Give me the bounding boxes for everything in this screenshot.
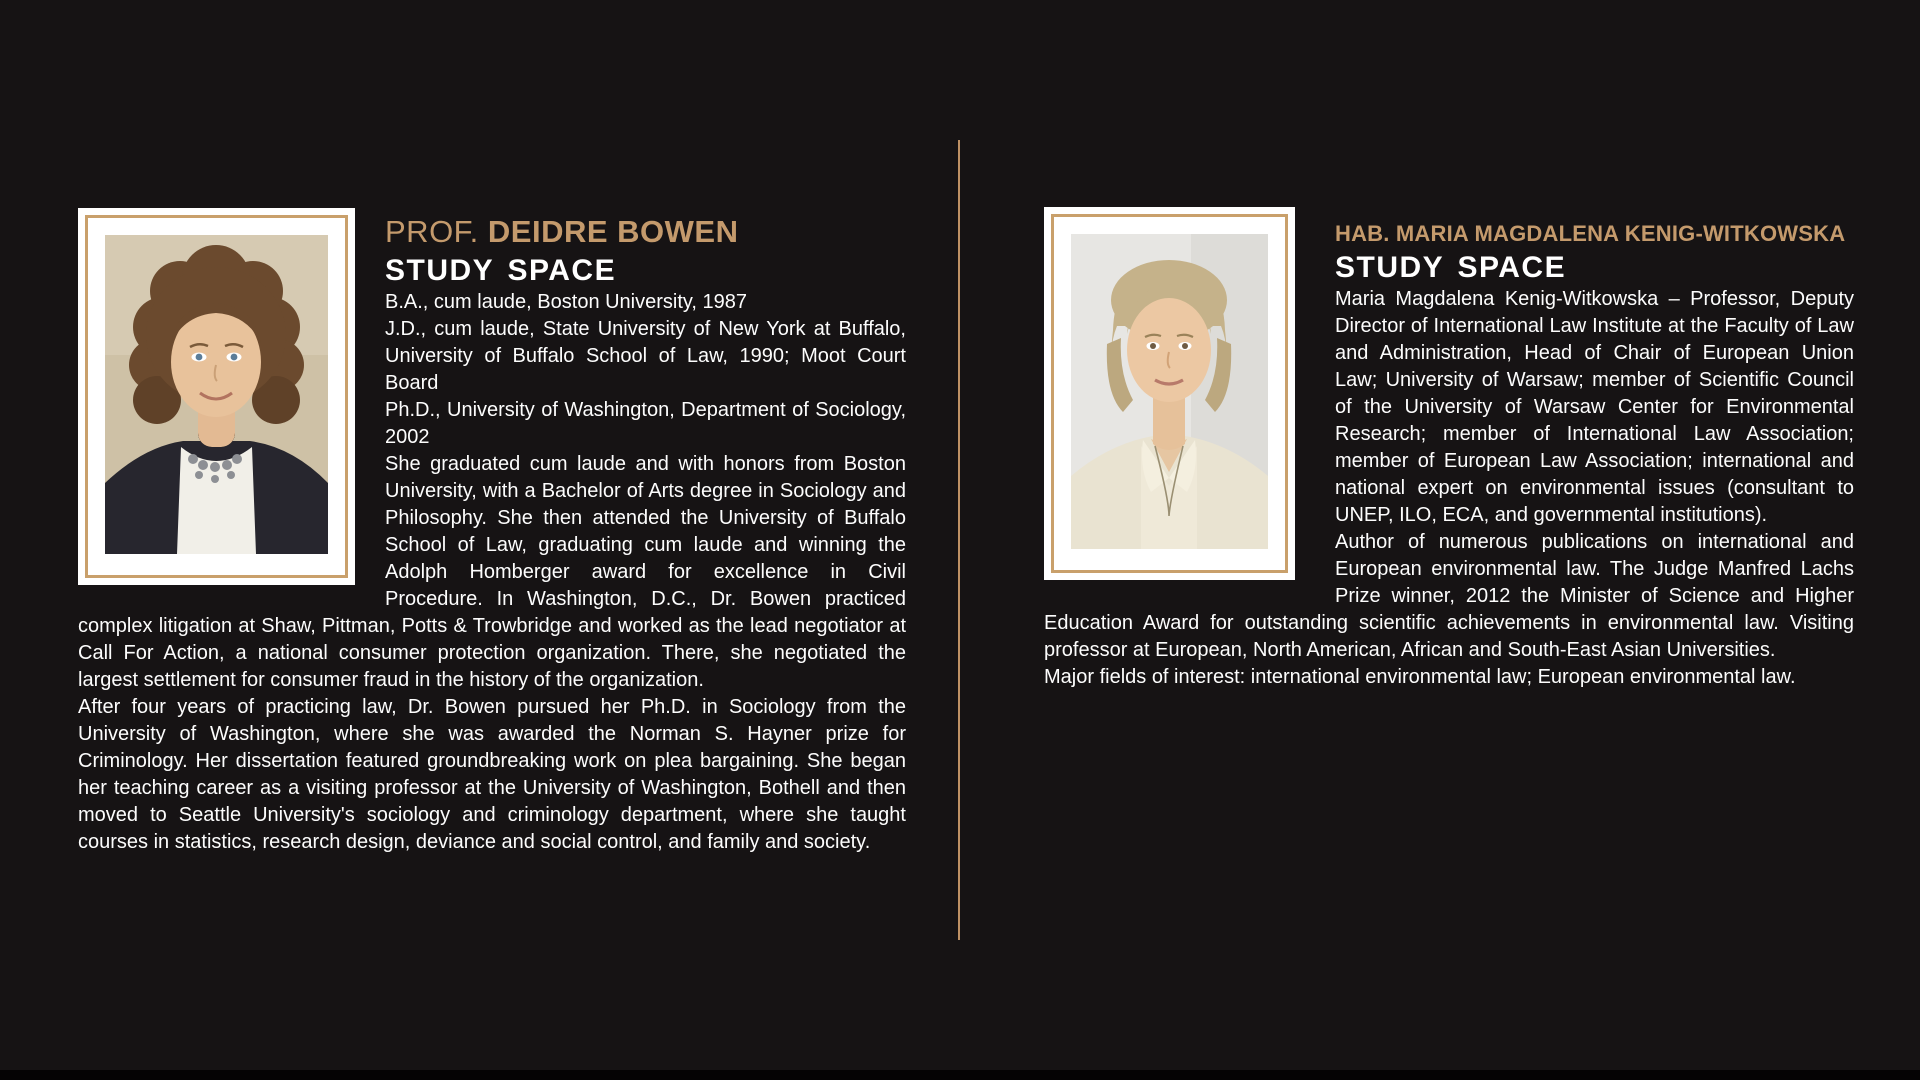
bottom-edge-bar	[0, 1070, 1920, 1080]
bio-paragraph-1-left: She graduated cum laude and with honors from Boston University, with a Bachelor of Arts degree in Sociology and Philosophy. She then attended the University of Buffalo School of Law, graduating cum laude and winning the Adolph Homberger award for excellence in Civil Procedure. In Washington, D.C., Dr. Bowen practiced complex litigation at Shaw, Pittman, Potts & Trowbridge and worked as the lead negotiator at Call For Action, a national consumer protection organization. There, she negotiated the largest settlement for consumer fraud in the history of the organization.	[78, 453, 906, 691]
profile-name-left: DEIDRE BOWEN	[487, 214, 739, 249]
bio-paragraph-2-right: Author of numerous publications on international and European environmental law. The Judge Manfred Lachs Prize winner, 2012 the Minister of Science and Higher Education Award for outstanding scientific achievements in environmental law. Visiting professor at European, North American, African and South-East Asian Universities.	[1044, 531, 1854, 661]
photo-mat	[1051, 214, 1288, 573]
portrait-photo-deidre-bowen	[105, 235, 328, 554]
bio-paragraph-2-left: After four years of practicing law, Dr. Bowen pursued her Ph.D. in Sociology from the University of Washington, where she was awarded the Norman S. Hayner prize for Criminology. Her dissertation featured groundbreaking work on plea bargaining. She began her teaching career as a visiting professor at the University of Washington, Bothell and then moved to Seattle University's sociology and criminology department, where she taught courses in statistics, research design, deviance and social control, and family and society.	[78, 696, 906, 853]
bio-paragraph-1-right: Maria Magdalena Kenig-Witkowska – Professor, Deputy Director of International Law Institute at the Faculty of Law and Administration, Head of Chair of European Union Law; University of Warsaw; member of Scientific Council of the University of Warsaw Center for Environmental Research; member of International Law Association; member of European Law Association; international and national expert on environmental issues (consultant to UNEP, ILO, ECA, and governmental institutions).	[1335, 288, 1854, 526]
title-prefix: PROF.	[385, 214, 488, 249]
education-line-2: J.D., cum laude, State University of New York at Buffalo, University of Buffalo School of Law, 1990; Moot Court Board	[385, 318, 906, 394]
photo-frame-deidre-bowen	[78, 208, 355, 585]
portrait-photo-kenig-witkowska	[1071, 234, 1268, 549]
section-label-left: STUDY SPACE	[385, 254, 617, 287]
profile-deidre-bowen	[78, 208, 906, 856]
profile-maria-kenig-witkowska	[1044, 207, 1854, 691]
bio-paragraph-3-right: Major fields of interest: international environmental law; European environmental law.	[1044, 666, 1796, 688]
education-line-3: Ph.D., University of Washington, Department of Sociology, 2002	[385, 399, 906, 448]
profile-name-right: HAB. MARIA MAGDALENA KENIG-WITKOWSKA	[1335, 221, 1846, 246]
photo-mat	[85, 215, 348, 578]
education-line-1: B.A., cum laude, Boston University, 1987	[385, 291, 748, 313]
section-label-right: STUDY SPACE	[1335, 251, 1567, 284]
center-divider-line	[958, 140, 960, 940]
photo-frame-kenig-witkowska	[1044, 207, 1295, 580]
